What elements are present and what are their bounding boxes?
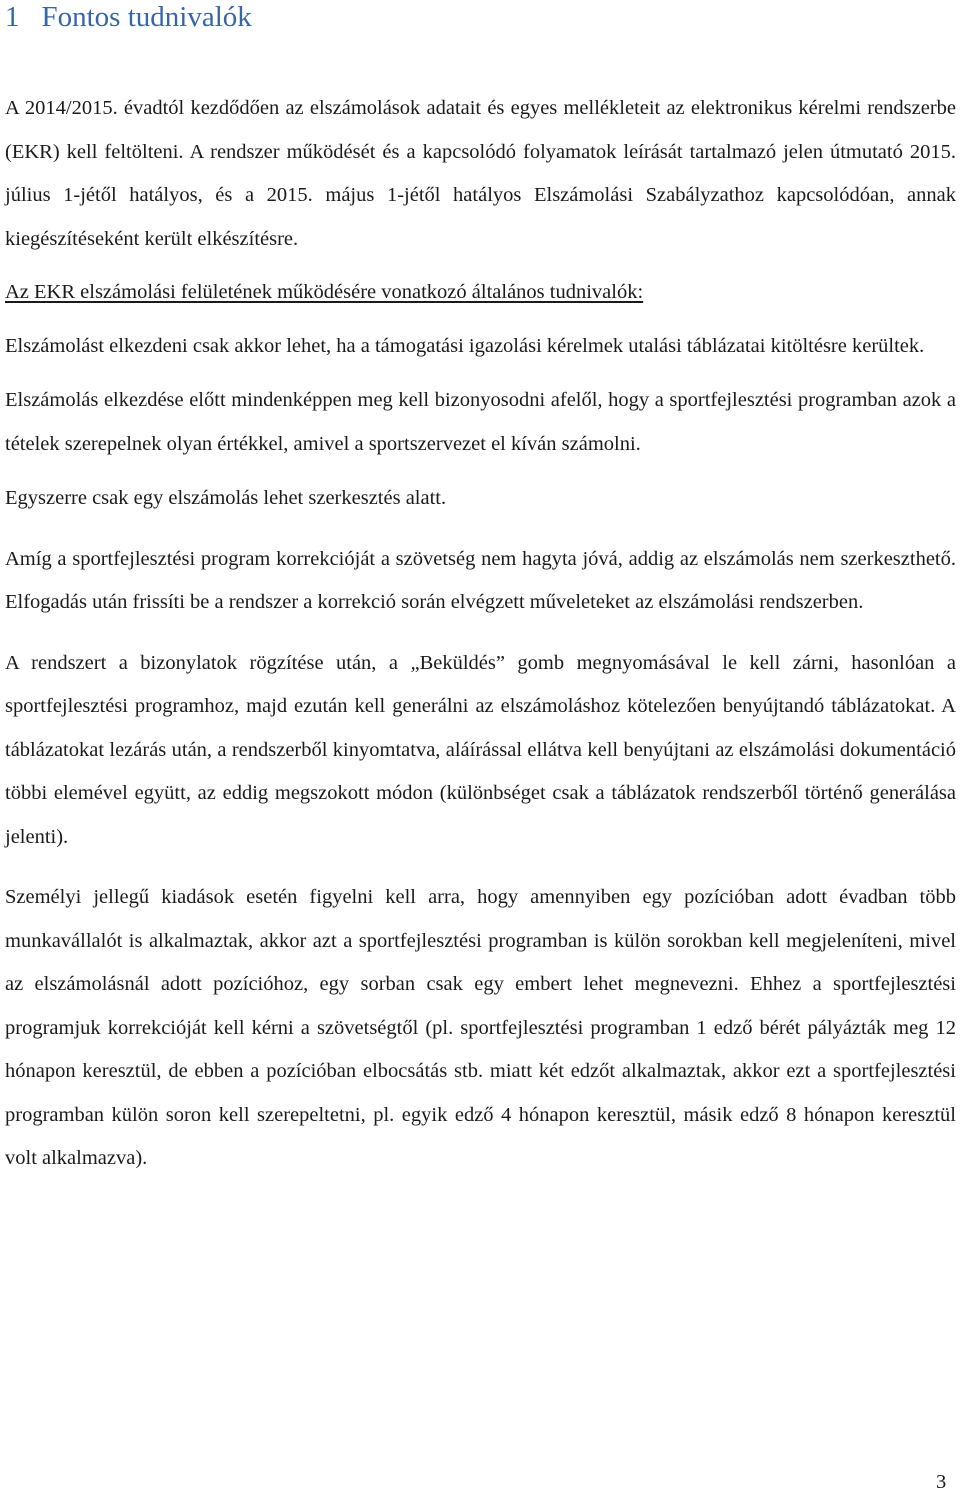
submission-paragraph: A rendszert a bizonylatok rögzítése után, a „Beküldés” gomb megnyomásával le kell zárni, hasonlóan a sportfejlesztési programhoz, majd ezután kell generálni az elszámoláshoz kötelezően benyújtandó táblázatokat. A táblázatokat lezárás után, a rendszerből kinyomtatva, aláírással ellátva kell benyújtani az elszámolási dokumentáció többi elemével együtt, az eddig megszokott módon (különbséget csak a táblázatok rendszerből történő generálása jelenti).	[5, 651, 956, 848]
single-edit-paragraph: Egyszerre csak egy elszámolás lehet szerkesztés alatt.	[5, 487, 447, 509]
ekr-subheading: Az EKR elszámolási felületének működésére vonatkozó általános tudnivalók:	[5, 281, 644, 303]
pre-check-paragraph: Elszámolás elkezdése előtt mindenképpen meg kell bizonyosodni afelől, hogy a sportfejlesztési programban azok a tételek szerepelnek olyan értékkel, amivel a sportszervezet el kíván számolni.	[5, 389, 956, 455]
intro-paragraph: A 2014/2015. évadtól kezdődően az elszámolások adatait és egyes mellékleteit az elektronikus kérelmi rendszerbe (EKR) kell feltölteni. A rendszer működését és a kapcsolódó folyamatok leírását tartalmazó jelen útmutató 2015. július 1-jétől hatályos, és a 2015. május 1-jétől hatályos Elszámolási Szabályzathoz kapcsolódóan, annak kiegészítéseként került elkészítésre.	[5, 97, 956, 250]
personnel-paragraph: Személyi jellegű kiadások esetén figyelni kell arra, hogy amennyiben egy pozícióban adott évadban több munkavállalót is alkalmaztak, akkor azt a sportfejlesztési programban is külön sorokban kell megjeleníteni, mivel az elszámolásnál adott pozícióhoz, egy sorban csak egy embert lehet megnevezni. Ehhez a sportfejlesztési programjuk korrekcióját kell kérni a szövetségtől (pl. sportfejlesztési programban 1 edző bérét pályázták meg 12 hónapon keresztül, de ebben a pozícióban elbocsátás stb. miatt két edzőt alkalmaztak, akkor ezt a sportfejlesztési programban külön soron kell szerepeltetni, pl. egyik edző 4 hónapon keresztül, másik edző 8 hónapon keresztül volt alkalmazva).	[5, 886, 956, 1169]
correction-paragraph: Amíg a sportfejlesztési program korrekcióját a szövetség nem hagyta jóvá, addig az elszámolás nem szerkeszthető. Elfogadás után frissíti be a rendszer a korrekció során elvégzett műveleteket az elszámolási rendszerben.	[5, 547, 956, 613]
page-number: 3	[936, 1471, 947, 1493]
section-heading	[5, 0, 956, 40]
section-number: 1	[5, 1, 20, 33]
document-page	[5, 0, 956, 1181]
subheading-paragraph	[5, 271, 956, 315]
start-condition-paragraph: Elszámolást elkezdeni csak akkor lehet, ha a támogatási igazolási kérelmek utalási táblázatai kitöltésre kerültek.	[5, 334, 925, 357]
section-title: Fontos tudnivalók	[41, 1, 252, 33]
